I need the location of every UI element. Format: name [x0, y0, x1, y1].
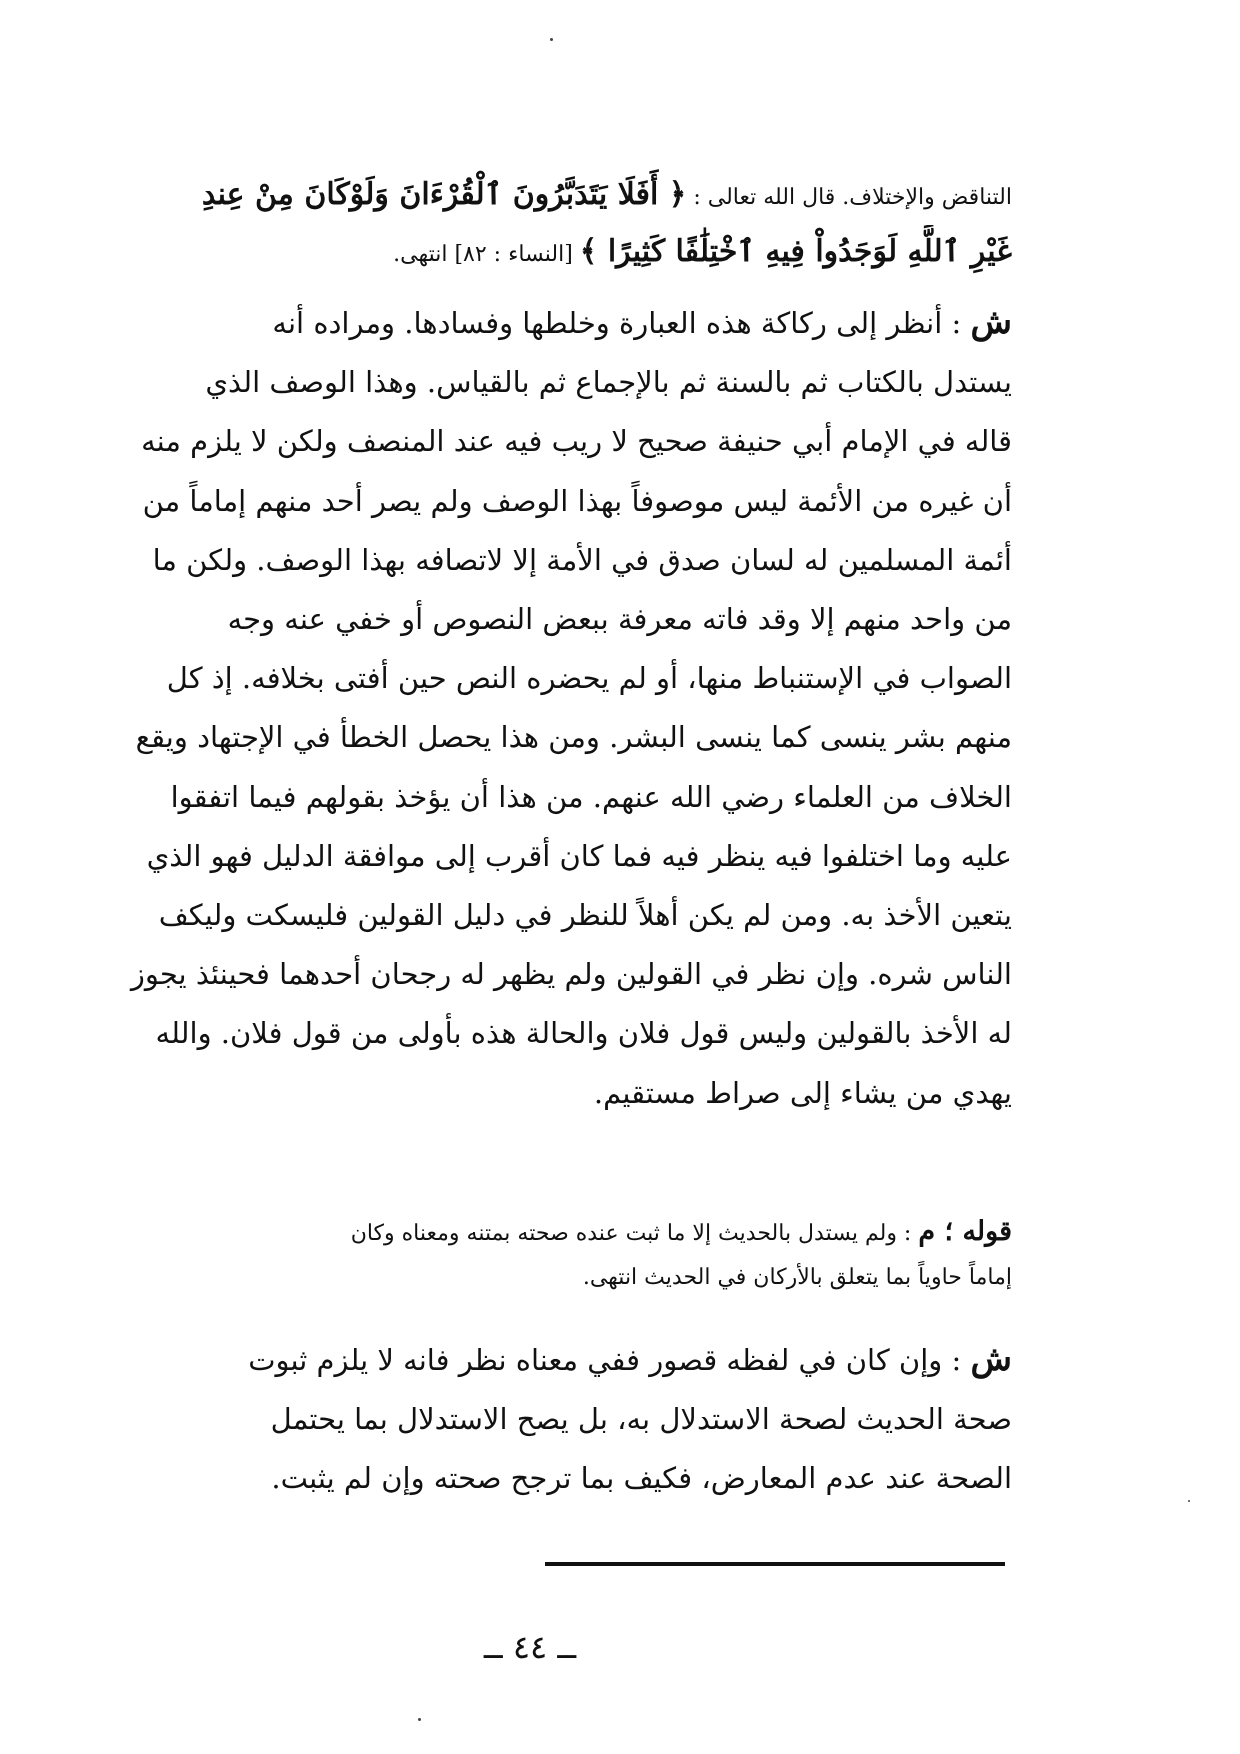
intro-text: التناقض والإختلاف. قال الله تعالى : — [693, 185, 1012, 210]
quoted-statement — [112, 1210, 1012, 1300]
paragraph-line: من واحد منهم إلا وقد فاته معرفة ببعض النصوص أو خفي عنه وجه — [227, 602, 1012, 637]
closing-paragraph — [112, 1330, 1012, 1508]
paragraph-line: أئمة المسلمين له لسان صدق في الأمة إلا لاتصافه بهذا الوصف. ولكن ما — [152, 542, 1012, 577]
paragraph-line: صحة الحديث لصحة الاستدلال به، بل يصح الاستدلال بما يحتمل — [270, 1402, 1012, 1436]
scan-speck — [550, 38, 553, 41]
paragraph-line: منهم بشر ينسى كما ينسى البشر. ومن هذا يحصل الخطأ في الإجتهاد ويقع — [135, 720, 1012, 755]
paragraph-line: قاله في الإمام أبي حنيفة صحيح لا ريب فيه عند المنصف ولكن لا يلزم منه — [141, 424, 1012, 459]
quoted-line: إماماً حاوياً بما يتعلق بالأركان في الحديث انتهى. — [582, 1265, 1012, 1290]
paragraph-line: الصواب في الإستنباط منها، أو لم يحضره النص حين أفتى بخلافه. إذ كل — [166, 661, 1012, 696]
scan-speck — [1188, 1500, 1190, 1502]
line-text: : وإن كان في لفظه قصور ففي معناه نظر فانه لا يلزم ثبوت — [248, 1343, 962, 1377]
intro-line-2 — [112, 225, 1012, 282]
paragraph-line: الناس شره. وإن نظر في القولين ولم يظهر له رجحان أحدهما فحينئذ يجوز — [130, 957, 1012, 992]
quran-verse-part-2: غَيْرِ ٱللَّهِ لَوَجَدُواْ فِيهِ ٱخْتِلَٰفًا كَثِيرًا ﴾ — [579, 234, 1012, 269]
qawl-marker: قوله ؛ م — [918, 1216, 1012, 1247]
line-text: : أنظر إلى ركاكة هذه العبارة وخلطها وفسادها. ومراده أنه — [272, 306, 962, 340]
paragraph-line: عليه وما اختلفوا فيه ينظر فيه فما كان أقرب إلى موافقة الدليل فهو الذي — [146, 838, 1012, 873]
paragraph-line — [112, 293, 1012, 353]
verse-citation: [النساء : ٨٢] انتهى. — [393, 242, 573, 267]
paragraph-line: يستدل بالكتاب ثم بالسنة ثم بالإجماع ثم بالقياس. وهذا الوصف الذي — [205, 365, 1012, 400]
main-paragraph — [112, 293, 1012, 1123]
paragraph-line: الصحة عند عدم المعارض، فكيف بما ترجح صحته وإن لم يثبت. — [271, 1461, 1012, 1495]
footnote-divider — [545, 1562, 1005, 1566]
paragraph-line: الخلاف من العلماء رضي الله عنهم. من هذا أن يؤخذ بقولهم فيما اتفقوا — [170, 779, 1012, 814]
paragraph-line: يتعين الأخذ به. ومن لم يكن أهلاً للنظر في دليل القولين فليسكت وليكف — [158, 898, 1012, 933]
line-text: : ولم يستدل بالحديث إلا ما ثبت عنده صحته بمتنه ومعناه وكان — [350, 1221, 912, 1246]
scan-speck — [418, 1718, 421, 1721]
sharh-marker: ش — [970, 302, 1012, 342]
intro-line-1 — [112, 168, 1012, 225]
paragraph-line — [112, 1330, 1012, 1390]
page-number: ــ ٤٤ ــ — [483, 1628, 577, 1666]
paragraph-line: يهدي من يشاء إلى صراط مستقيم. — [593, 1075, 1012, 1110]
paragraph-line: له الأخذ بالقولين وليس قول فلان والحالة هذه بأولى من قول فلان. والله — [155, 1016, 1012, 1051]
intro-quote — [112, 168, 1012, 282]
quoted-line — [112, 1210, 1012, 1256]
quran-verse-part-1: ﴿ أَفَلَا يَتَدَبَّرُونَ ٱلْقُرْءَانَ وَلَوْكَانَ مِنْ عِندِ — [201, 177, 687, 212]
sharh-marker: ش — [970, 1339, 1012, 1379]
paragraph-line: أن غيره من الأئمة ليس موصوفاً بهذا الوصف ولم يصر أحد منهم إماماً من — [142, 483, 1012, 518]
